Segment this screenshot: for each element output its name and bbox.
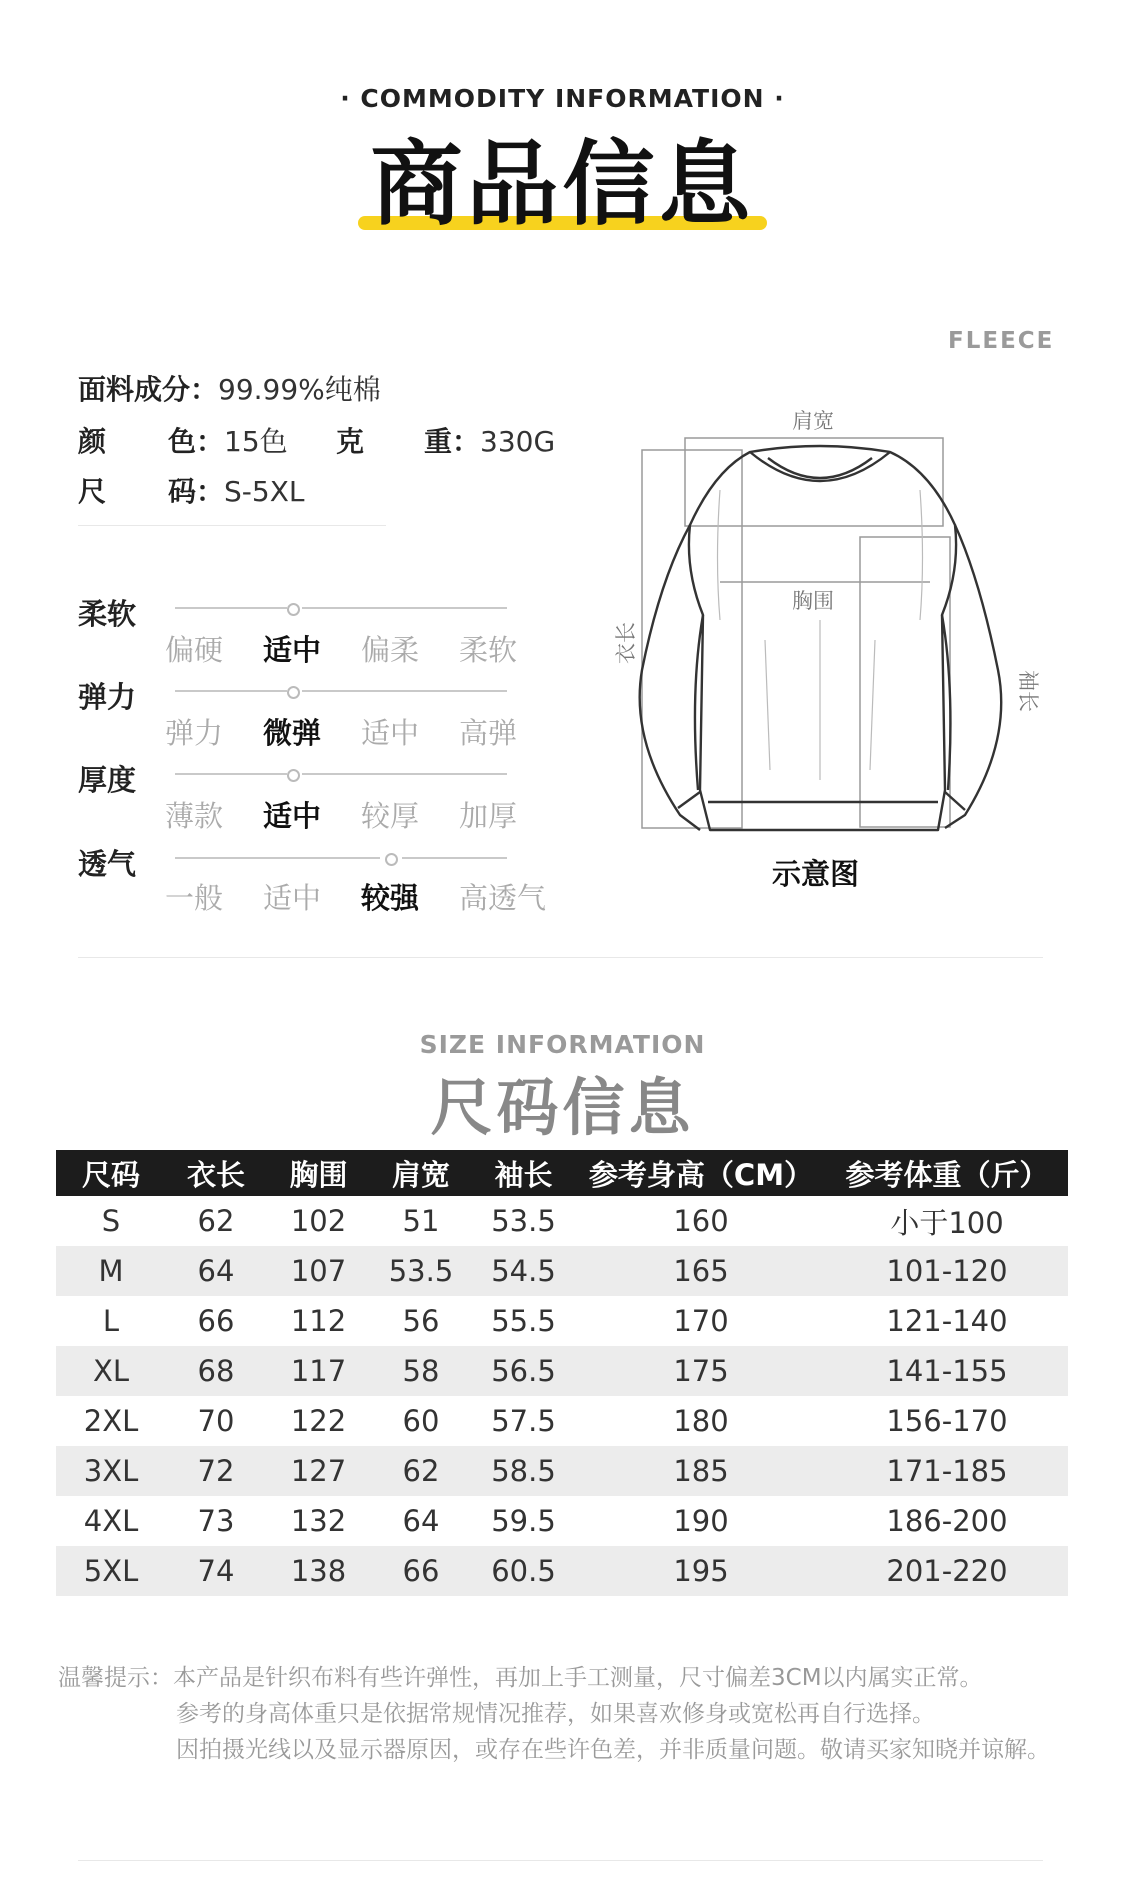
table-cell: 4XL [83,1504,139,1538]
table-cell: 3XL [56,1446,166,1496]
attr-option: 加厚 [459,799,518,833]
table-cell: 58 [371,1346,471,1396]
table-cell: 56.5 [471,1346,576,1396]
section-kicker: · COMMODITY INFORMATION · [340,84,785,113]
table-cell: 73 [197,1504,235,1538]
table-cell: 72 [166,1446,266,1496]
table-cell: 64 [402,1504,440,1538]
table-cell: 2XL [83,1404,139,1438]
table-cell: 160 [673,1204,729,1238]
table-cell: 66 [197,1304,235,1338]
attr-option: 偏硬 [165,633,224,667]
attr-label-elasticity: 弹力 [78,680,137,714]
attr-option: 高透气 [459,881,547,915]
table-cell: 62 [371,1446,471,1496]
table-row [56,1196,1068,1246]
table-cell: 185 [576,1446,826,1496]
table-cell: 122 [290,1404,347,1438]
attr-option-selected: 适中 [263,633,322,667]
table-cell: 57.5 [491,1404,556,1438]
attr-label-softness: 柔软 [78,597,137,631]
table-cell: 58.5 [471,1446,576,1496]
attr-track-right [302,773,507,775]
spec-size-key-2: 码： [168,475,225,508]
table-row [56,1546,1068,1596]
table-cell: 60 [402,1404,440,1438]
size-table-header: 参考体重（斤） [826,1150,1068,1196]
attr-track-left [175,607,287,609]
attr-option: 适中 [361,716,420,750]
table-cell: 102 [290,1204,347,1238]
table-cell: 186-200 [886,1504,1008,1538]
attr-label-breathability: 透气 [78,847,137,881]
table-row [56,1396,1068,1446]
bottom-divider [78,1860,1043,1861]
attr-options-breathability [165,876,557,917]
table-cell: 170 [673,1304,729,1338]
spec-divider [78,525,386,526]
attr-option-selected: 微弹 [263,716,322,750]
attr-options-thickness [165,794,557,835]
table-cell: 141-155 [826,1346,1068,1396]
page-title: 商品信息 [370,131,755,238]
size-table-header: 衣长 [166,1150,266,1196]
spec-size [78,470,305,510]
table-cell: 70 [197,1404,235,1438]
attr-option-selected: 适中 [263,799,322,833]
table-cell: 156-170 [886,1404,1008,1438]
attr-option: 柔软 [459,633,518,667]
attr-track-left [175,690,287,692]
table-row [56,1296,1068,1346]
table-cell: 190 [673,1504,729,1538]
spec-size-key-1: 尺 [78,475,107,508]
size-table-body [56,1196,1068,1596]
table-cell: 132 [290,1504,347,1538]
attr-option: 高弹 [459,716,518,750]
table-cell: 51 [402,1204,440,1238]
table-row [56,1246,1068,1296]
warm-tips-line-1: 温馨提示：本产品是针织布料有些许弹性，再加上手工测量，尺寸偏差3CM以内属实正常。 [58,1665,983,1691]
diagram-label-sleeve: 袖长 [1016,670,1040,712]
table-cell: 201-220 [826,1546,1068,1596]
fleece-label: FLEECE [948,328,1055,354]
size-section-kicker: SIZE INFORMATION [419,1030,706,1059]
table-cell: 112 [290,1304,347,1338]
title-wrapper [0,130,1125,240]
table-cell: 138 [266,1546,371,1596]
table-cell: 59.5 [491,1504,556,1538]
spec-color-key-2: 色： [168,425,225,458]
table-cell: XL [56,1346,166,1396]
spec-weight-key-2: 重： [424,425,481,458]
spec-fabric [78,368,381,408]
table-cell: 55.5 [491,1304,556,1338]
table-cell: 107 [266,1246,371,1296]
table-row [56,1446,1068,1496]
spec-fabric-key: 面料成分： [78,373,219,406]
attr-track-right [302,690,507,692]
table-cell: 64 [166,1246,266,1296]
table-cell: 62 [197,1204,235,1238]
table-cell: 68 [166,1346,266,1396]
table-cell: S [101,1204,121,1238]
table-cell: 101-120 [826,1246,1068,1296]
spec-weight-key-1: 克 [336,425,365,458]
attr-track-right [302,607,507,609]
diagram-label-chest: 胸围 [792,589,834,613]
table-cell: 66 [371,1546,471,1596]
table-cell: 195 [576,1546,826,1596]
diagram-label-length: 衣长 [614,622,638,664]
attr-option: 弹力 [165,716,224,750]
spec-size-value: S-5XL [224,475,305,508]
spec-color-weight [78,420,555,460]
spec-color-value: 15色 [224,425,288,458]
size-table-header-row [56,1150,1068,1196]
warm-tips [58,1660,1050,1768]
attr-track-right [402,857,507,859]
table-cell: 121-140 [886,1304,1008,1338]
table-cell: 5XL [56,1546,166,1596]
attr-marker-dot [287,769,300,782]
table-cell: 53.5 [371,1246,471,1296]
table-cell: 54.5 [471,1246,576,1296]
attr-marker-dot [287,603,300,616]
table-cell: 127 [266,1446,371,1496]
table-row [56,1346,1068,1396]
diagram-label-shoulder: 肩宽 [792,409,834,433]
attr-option-selected: 较强 [361,881,420,915]
size-table-header: 肩宽 [371,1150,471,1196]
table-cell: 74 [166,1546,266,1596]
sweatshirt-diagram-icon [620,430,1020,850]
title-block [370,130,754,240]
attr-track-left [175,773,287,775]
table-row [56,1496,1068,1546]
diagram-caption: 示意图 [772,857,860,891]
warm-tips-line-2: 参考的身高体重只是依据常规情况推荐，如果喜欢修身或宽松再自行选择。 [176,1701,935,1727]
attr-option: 一般 [165,881,224,915]
attr-option: 薄款 [165,799,224,833]
table-cell: 171-185 [826,1446,1068,1496]
attr-options-softness [165,628,557,669]
size-table-header: 胸围 [266,1150,371,1196]
spec-weight-value: 330G [480,425,556,458]
attr-marker-dot [385,853,398,866]
attr-option: 偏柔 [361,633,420,667]
size-table-header: 参考身高（CM） [576,1150,826,1196]
table-cell: 56 [402,1304,440,1338]
spec-fabric-value: 99.99%纯棉 [218,373,381,406]
table-cell: 小于100 [890,1205,1004,1240]
attr-option: 较厚 [361,799,420,833]
size-table-header: 尺码 [56,1150,166,1196]
size-table-header: 袖长 [471,1150,576,1196]
attr-marker-dot [287,686,300,699]
table-cell: 60.5 [471,1546,576,1596]
table-cell: M [56,1246,166,1296]
attr-label-thickness: 厚度 [78,763,137,797]
size-section-title: 尺码信息 [430,1071,695,1144]
table-cell: 180 [673,1404,729,1438]
warm-tips-line-3: 因拍摄光线以及显示器原因，或存在些许色差，并非质量问题。敬请买家知晓并谅解。 [176,1737,1050,1763]
attr-options-elasticity [165,711,557,752]
section-divider [78,957,1043,958]
size-table [56,1150,1068,1596]
table-cell: 175 [576,1346,826,1396]
attr-option: 适中 [263,881,322,915]
table-cell: L [102,1304,120,1338]
table-cell: 165 [576,1246,826,1296]
table-cell: 117 [266,1346,371,1396]
attr-track-left [175,857,380,859]
spec-color-key-1: 颜 [78,425,107,458]
table-cell: 53.5 [491,1204,556,1238]
